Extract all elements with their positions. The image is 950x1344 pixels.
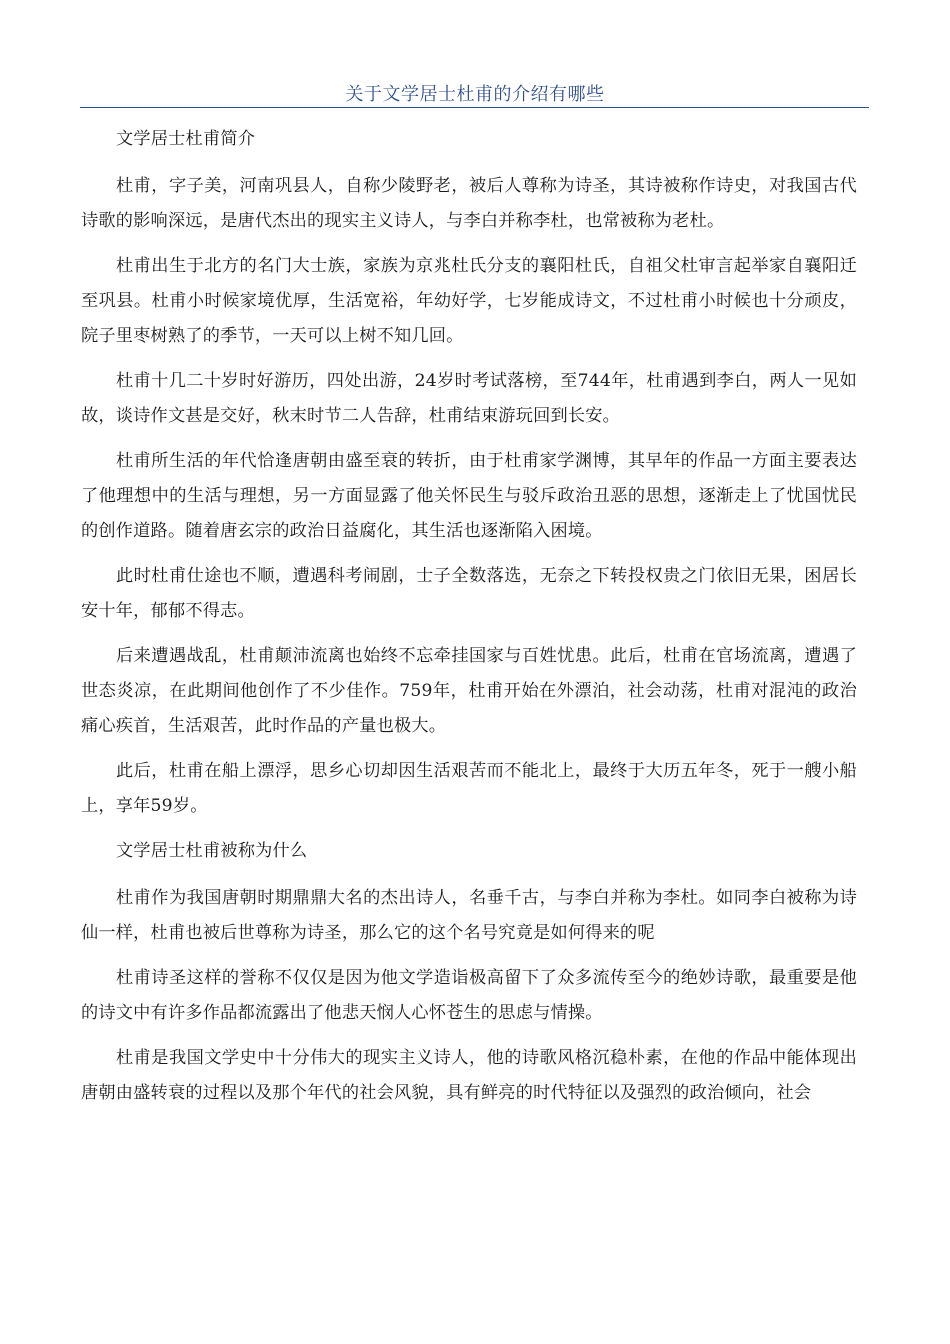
- paragraph: 此时杜甫仕途也不顺，遭遇科考闹剧，士子全数落选，无奈之下转投权贵之门依旧无果，困居长安十年，郁郁不得志。: [81, 566, 857, 621]
- paragraph: 此后，杜甫在船上漂浮，思乡心切却因生活艰苦而不能北上，最终于大历五年冬，死于一艘小船上，享年59岁。: [81, 761, 857, 816]
- section-heading-intro: 文学居士杜甫简介: [116, 129, 256, 149]
- paragraph: 后来遭遇战乱，杜甫颠沛流离也始终不忘牵挂国家与百姓忧患。此后，杜甫在官场流离，遭遇了世态炎凉，在此期间他创作了不少佳作。759年，杜甫开始在外漂泊，社会动荡，杜甫对混沌的政治痛心疾首，生活艰苦，此时作品的产量也极大。: [81, 646, 857, 736]
- document-body: [81, 122, 857, 1121]
- page-title: 关于文学居士杜甫的介绍有哪些: [345, 84, 605, 105]
- header-divider: [80, 107, 869, 108]
- section-heading-title: 文学居士杜甫被称为什么: [116, 841, 308, 861]
- paragraph: 杜甫诗圣这样的誉称不仅仅是因为他文学造诣极高留下了众多流传至今的绝妙诗歌，最重要是他的诗文中有许多作品都流露出了他悲天悯人心怀苍生的思虑与情操。: [81, 968, 857, 1023]
- paragraph: 杜甫所生活的年代恰逢唐朝由盛至衰的转折，由于杜甫家学渊博，其早年的作品一方面主要表达了他理想中的生活与理想，另一方面显露了他关怀民生与驳斥政治丑恶的思想，逐渐走上了忧国忧民的创作道路。随着唐玄宗的政治日益腐化，其生活也逐渐陷入困境。: [81, 451, 857, 541]
- paragraph: 杜甫是我国文学史中十分伟大的现实主义诗人，他的诗歌风格沉稳朴素，在他的作品中能体现出唐朝由盛转衰的过程以及那个年代的社会风貌，具有鲜亮的时代特征以及强烈的政治倾向，社会: [81, 1048, 857, 1103]
- paragraph: 杜甫作为我国唐朝时期鼎鼎大名的杰出诗人，名垂千古，与李白并称为李杜。如同李白被称为诗仙一样，杜甫也被后世尊称为诗圣，那么它的这个名号究竟是如何得来的呢: [81, 888, 857, 943]
- paragraph: 杜甫，字子美，河南巩县人，自称少陵野老，被后人尊称为诗圣，其诗被称作诗史，对我国古代诗歌的影响深远，是唐代杰出的现实主义诗人，与李白并称李杜，也常被称为老杜。: [81, 176, 857, 231]
- paragraph: 杜甫出生于北方的名门大士族，家族为京兆杜氏分支的襄阳杜氏，自祖父杜审言起举家自襄阳迁至巩县。杜甫小时候家境优厚，生活宽裕，年幼好学，七岁能成诗文，不过杜甫小时候也十分顽皮，院子里枣树熟了的季节，一天可以上树不知几回。: [81, 256, 857, 346]
- paragraph: 杜甫十几二十岁时好游历，四处出游，24岁时考试落榜，至744年，杜甫遇到李白，两人一见如故，谈诗作文甚是交好，秋末时节二人告辞，杜甫结束游玩回到长安。: [81, 371, 857, 426]
